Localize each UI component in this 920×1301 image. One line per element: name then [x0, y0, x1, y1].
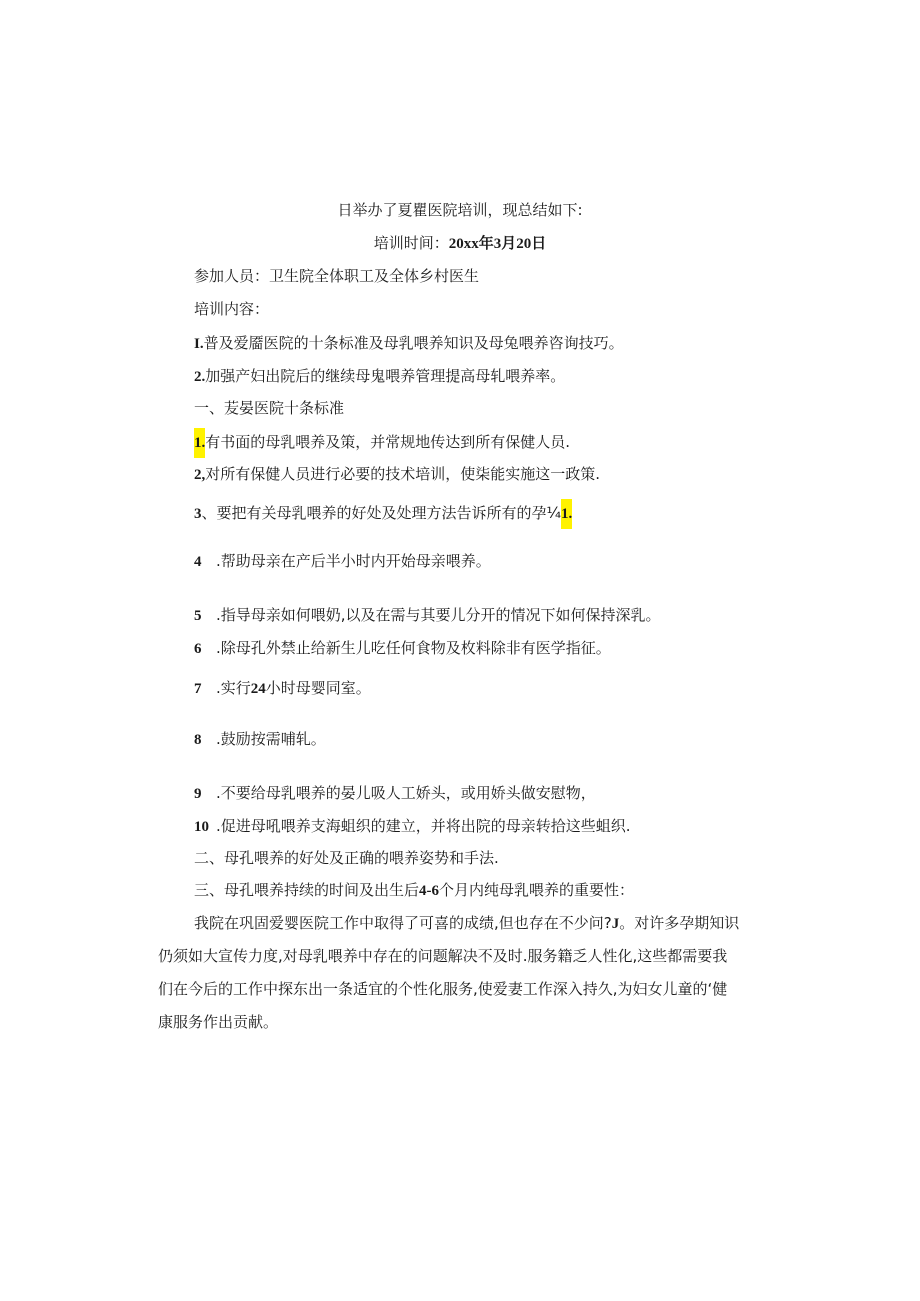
standard-item	[194, 551, 491, 573]
training-time-label: 培训时间：	[373, 234, 449, 252]
section-title-1-text: 一、苃晏医院十条标准	[194, 399, 345, 417]
content-label	[194, 299, 269, 321]
standard-text: .鼓励按需哺轧。	[216, 730, 326, 748]
standard-num: 6	[194, 641, 202, 657]
summary-line	[0, 200, 920, 222]
summary-text: 日举办了夏瞿医院培训，现总结如下:	[337, 201, 583, 219]
standard-num: 9	[194, 786, 202, 802]
participants-label: 参加人员：	[194, 267, 270, 285]
standard-bold-number: 24	[250, 681, 266, 697]
conclusion-line-1-b: 。对许多孕期知识	[619, 914, 740, 932]
standard-num: 2,	[194, 467, 206, 483]
standard-text-after: 小时母婴同室。	[265, 679, 371, 697]
conclusion-line-1	[194, 913, 739, 935]
content-label-text: 培训内容：	[194, 300, 270, 318]
standard-item	[194, 678, 371, 700]
content-item-num: I.	[194, 336, 204, 352]
section-title-2	[194, 848, 499, 870]
standard-num: 5	[194, 608, 202, 624]
conclusion-line-4	[158, 1012, 278, 1034]
conclusion-line-4-text: 康服务作出贡献。	[158, 1013, 279, 1031]
section-title-1	[194, 398, 344, 420]
standard-text: .促进母吼喂养支海蛆织的建立，并将出院的母亲转拾这些蛆织.	[216, 817, 631, 835]
training-time-value: 20xx年3月20日	[448, 236, 547, 252]
conclusion-line-1-a: 我院在巩固爱婴医院工作中取得了可喜的成绩,但也存在不少问?	[194, 914, 612, 932]
standard-text: .指导母亲如何喂奶,以及在需与其要儿分开的情况下如何保持深乳。	[216, 606, 661, 624]
conclusion-line-2-text: 仍须如大宣传力度,对母乳喂养中存在的问题解决不及时.服务籍乏人性化,这些都需要我	[158, 947, 728, 965]
standard-text: .帮助母亲在产后半小时内开始母亲喂养。	[216, 552, 491, 570]
participants-value: 卫生院全体职工及全体乡村医生	[269, 267, 480, 285]
standard-text: 、要把有关母乳喂养的好处及处理方法告诉所有的孕¼	[201, 504, 562, 522]
standard-item	[194, 498, 572, 528]
conclusion-line-3-text: 们在今后的工作中探东出一条适宜的个性化服务,使爱妻工作深入持久,为妇女儿童的‘健	[158, 980, 728, 998]
content-item-num: 2.	[194, 369, 206, 385]
standard-item	[194, 638, 611, 660]
participants	[194, 266, 479, 288]
standard-text: .实行	[216, 679, 251, 697]
standard-text: 有书面的母乳喂养及策，并常规地传达到所有保健人员.	[205, 433, 571, 451]
standard-num: 4	[194, 554, 202, 570]
standard-num: 3	[194, 506, 202, 522]
section-title-3-bold: 4-6	[419, 883, 440, 899]
standard-item	[194, 427, 570, 457]
training-time	[0, 233, 920, 255]
standard-item	[194, 729, 326, 751]
section-title-3	[194, 880, 634, 902]
standard-text: 对所有保健人员进行必要的技术培训，使柒能实施这一政策.	[205, 465, 601, 483]
standard-item	[194, 464, 600, 486]
section-title-3-text-b: 个月内纯母乳喂养的重要性：	[439, 881, 635, 899]
standard-text: .除母孔外禁止给新生儿吃任何食物及枚料除非有医学指征。	[216, 639, 611, 657]
standard-item	[194, 605, 661, 627]
conclusion-line-2	[158, 946, 727, 968]
content-item	[194, 366, 565, 388]
section-title-3-text-a: 三、母孔喂养持续的时间及出生后	[194, 881, 420, 899]
content-item-text: 普及爱靥医院的十条标准及母乳喂养知识及母兔喂养咨询技巧。	[203, 334, 624, 352]
standard-item	[194, 783, 596, 805]
standard-num-highlighted: 1.	[194, 428, 205, 458]
section-title-2-text: 二、母孔喂养的好处及正确的喂养姿势和手法.	[194, 849, 499, 867]
content-item-text: 加强产妇出院后的继续母鬼喂养管理提高母轧喂养率。	[205, 367, 566, 385]
standard-tail-highlighted: 1.	[561, 499, 572, 529]
content-item	[194, 333, 624, 355]
standard-item	[194, 816, 631, 838]
standard-num: 8	[194, 732, 202, 748]
conclusion-line-1-bold: J	[611, 916, 620, 932]
conclusion-line-3	[158, 979, 727, 1001]
standard-num: 7	[194, 681, 202, 697]
standard-num: 10	[194, 819, 209, 835]
standard-text: .不要给母乳喂养的晏儿吸人工娇头，或用娇头做安慰物，	[216, 784, 596, 802]
